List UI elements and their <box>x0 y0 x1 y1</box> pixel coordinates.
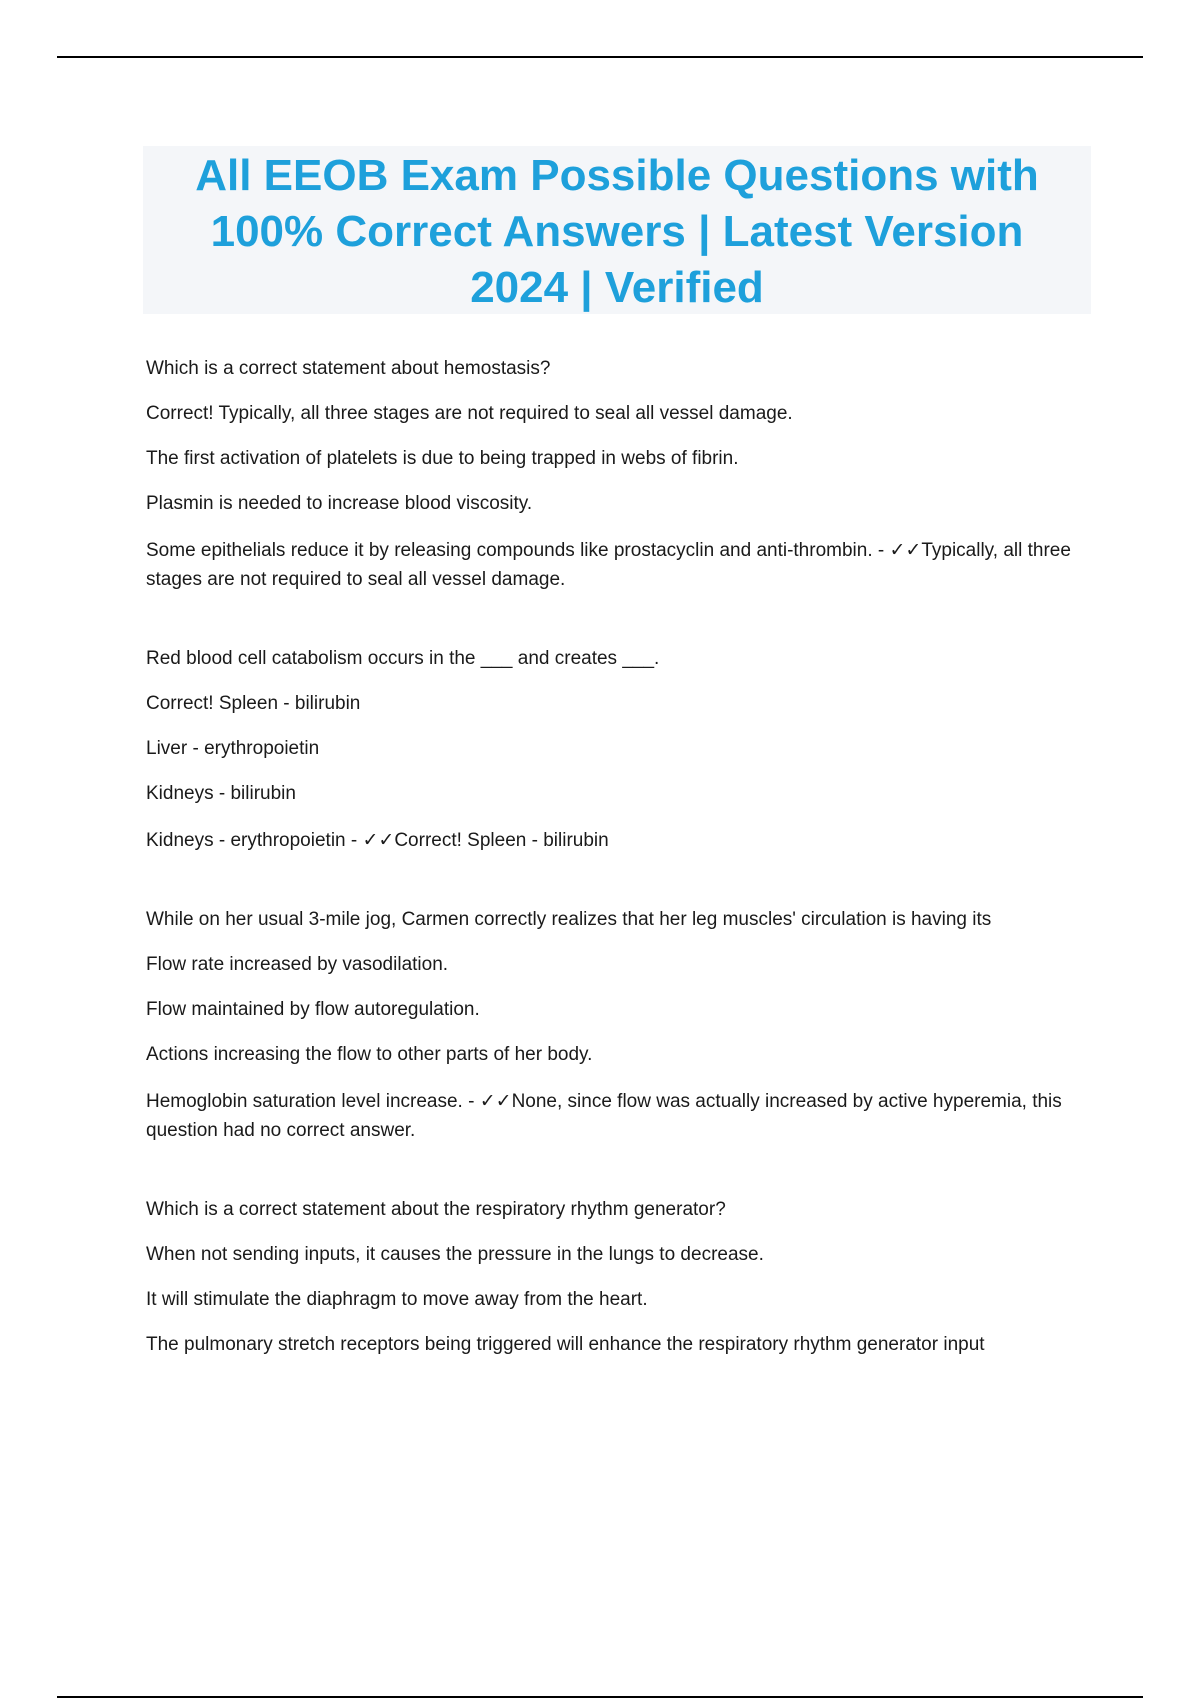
question-block <box>146 1197 1096 1358</box>
answer-option: Liver - erythropoietin <box>146 738 320 759</box>
title-line: 100% Correct Answers | Latest Version <box>210 207 1024 256</box>
answer-option-with-key: Kidneys - erythropoietin - ✓✓Correct! Spleen - bilirubin <box>146 830 609 851</box>
question-text: Which is a correct statement about hemostasis? <box>146 358 551 379</box>
question-list <box>146 356 1096 1410</box>
answer-option: Flow maintained by flow autoregulation. <box>146 999 480 1020</box>
question-block <box>146 907 1096 1145</box>
answer-option: The first activation of platelets is due to being trapped in webs of fibrin. <box>146 448 739 469</box>
answer-option: When not sending inputs, it causes the pressure in the lungs to decrease. <box>146 1244 764 1265</box>
document-title <box>143 146 1091 314</box>
question-text: Which is a correct statement about the respiratory rhythm generator? <box>146 1199 726 1220</box>
answer-option: Correct! Spleen - bilirubin <box>146 693 361 714</box>
answer-option: The pulmonary stretch receptors being triggered will enhance the respiratory rhythm generator input <box>146 1334 985 1355</box>
title-line: All EEOB Exam Possible Questions with <box>195 151 1039 200</box>
answer-option: Actions increasing the flow to other parts of her body. <box>146 1044 593 1065</box>
answer-option-with-key: Hemoglobin saturation level increase. - ✓✓None, since flow was actually increased by active hyperemia, this question had no correct answer. <box>146 1091 1062 1141</box>
answer-option: Kidneys - bilirubin <box>146 783 296 804</box>
question-block <box>146 646 1096 855</box>
answer-option-with-key: Some epithelials reduce it by releasing compounds like prostacyclin and anti-thrombin. - ✓✓Typically, all three stages are not required to seal all vessel damage. <box>146 540 1071 590</box>
answer-option: Flow rate increased by vasodilation. <box>146 954 449 975</box>
question-block <box>146 356 1096 594</box>
answer-option: It will stimulate the diaphragm to move away from the heart. <box>146 1289 648 1310</box>
question-text: While on her usual 3-mile jog, Carmen correctly realizes that her leg muscles' circulation is having its <box>146 909 992 930</box>
top-rule <box>57 56 1143 58</box>
answer-option: Correct! Typically, all three stages are not required to seal all vessel damage. <box>146 403 793 424</box>
question-text: Red blood cell catabolism occurs in the ___ and creates ___. <box>146 648 660 669</box>
bottom-rule <box>57 1696 1143 1698</box>
title-line: 2024 | Verified <box>470 263 764 312</box>
answer-option: Plasmin is needed to increase blood viscosity. <box>146 493 533 514</box>
